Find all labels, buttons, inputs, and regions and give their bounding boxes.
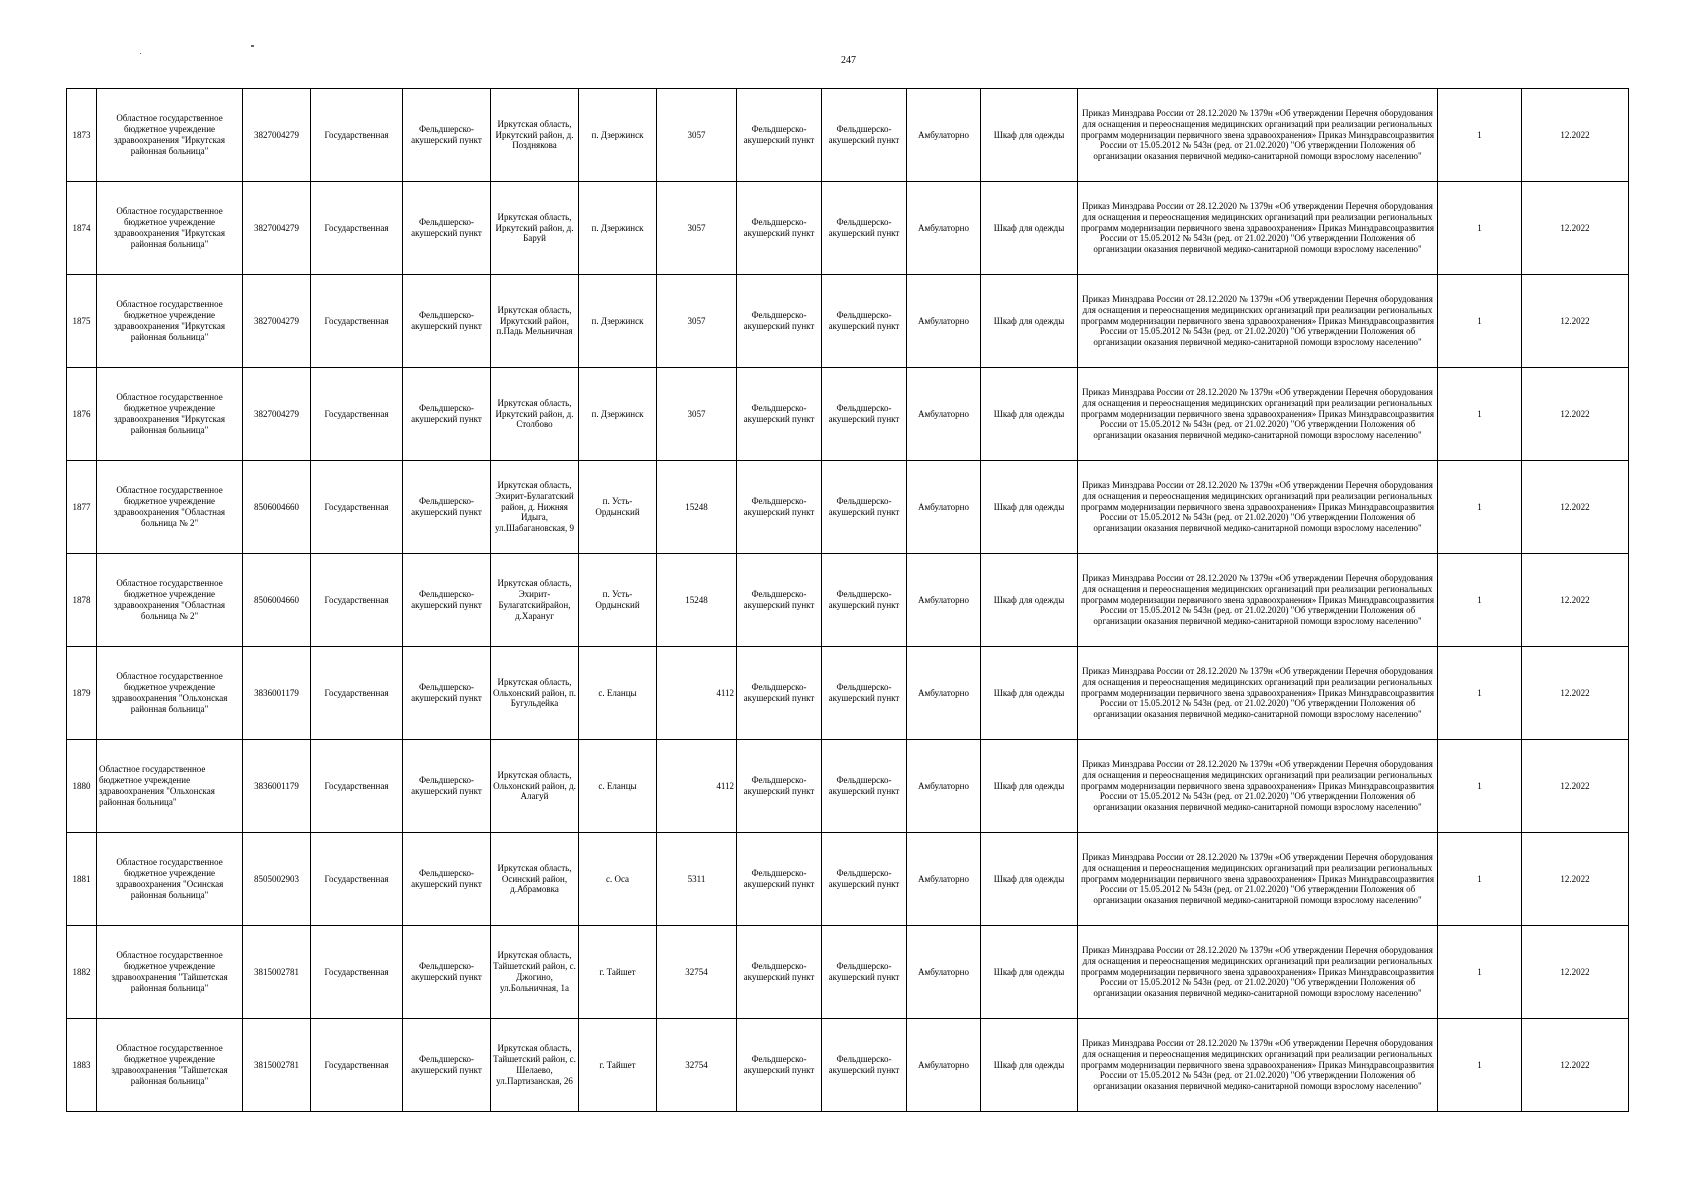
ownership-cell: Государственная <box>311 740 403 833</box>
equipment-cell: Шкаф для одежды <box>981 740 1078 833</box>
subunit-cell: Фельдшерско-акушерский пункт <box>822 554 907 647</box>
address-cell: Иркутская область, Эхирит-Булагатский район, д. Нижняя Идыга, ул.Шабагановская, 9 <box>491 461 579 554</box>
care-form-cell: Амбулаторно <box>907 740 981 833</box>
subunit-cell: Фельдшерско-акушерский пункт <box>822 833 907 926</box>
inn-cell: 3836001179 <box>243 740 311 833</box>
code-cell: 32754 <box>657 1019 737 1112</box>
row-number-cell: 1875 <box>67 275 97 368</box>
table-row <box>67 554 1629 647</box>
address-cell: Иркутская область, Ольхонский район, п. Бугульдейка <box>491 647 579 740</box>
locality-cell: п. Усть-Ордынский <box>579 461 657 554</box>
locality-cell: п. Дзержинск <box>579 182 657 275</box>
equipment-cell: Шкаф для одежды <box>981 89 1078 182</box>
equipment-cell: Шкаф для одежды <box>981 1019 1078 1112</box>
organization-cell: Областное государственное бюджетное учреждение здравоохранения "Тайшетская районная больница" <box>97 1019 243 1112</box>
quantity-cell: 1 <box>1438 89 1522 182</box>
facility-type-cell: Фельдшерско-акушерский пункт <box>403 926 491 1019</box>
subunit-cell: Фельдшерско-акушерский пункт <box>822 461 907 554</box>
inn-cell: 8506004660 <box>243 461 311 554</box>
address-cell: Иркутская область, Эхирит-Булагатскийрайон, д.Харануг <box>491 554 579 647</box>
subunit-cell: Фельдшерско-акушерский пункт <box>822 275 907 368</box>
date-cell: 12.2022 <box>1522 89 1629 182</box>
unit-cell: Фельдшерско-акушерский пункт <box>737 368 822 461</box>
date-cell: 12.2022 <box>1522 275 1629 368</box>
row-number-cell: 1874 <box>67 182 97 275</box>
facility-type-cell: Фельдшерско-акушерский пункт <box>403 833 491 926</box>
legal-basis-cell: Приказ Минздрава России от 28.12.2020 № 1379н «Об утверждении Перечня оборудования для оснащения и переоснащения медицинских организаций при реализации региональных программ модернизации первичного звена здравоохранения» Приказ Минздравсоцразвития России от 15.05.2012 № 543н (ред. от 21.02.2020) "Об утверждении Положения об организации оказания первичной медико-санитарной помощи взрослому населению" <box>1078 368 1438 461</box>
table-row <box>67 926 1629 1019</box>
organization-cell: Областное государственное бюджетное учреждение здравоохранения "Областная больница № 2" <box>97 554 243 647</box>
unit-cell: Фельдшерско-акушерский пункт <box>737 89 822 182</box>
table-row <box>67 833 1629 926</box>
equipment-cell: Шкаф для одежды <box>981 554 1078 647</box>
row-number-cell: 1877 <box>67 461 97 554</box>
table-row <box>67 647 1629 740</box>
care-form-cell: Амбулаторно <box>907 182 981 275</box>
scan-speck <box>140 53 141 54</box>
locality-cell: п. Дзержинск <box>579 368 657 461</box>
ownership-cell: Государственная <box>311 182 403 275</box>
legal-basis-cell: Приказ Минздрава России от 28.12.2020 № 1379н «Об утверждении Перечня оборудования для оснащения и переоснащения медицинских организаций при реализации региональных программ модернизации первичного звена здравоохранения» Приказ Минздравсоцразвития России от 15.05.2012 № 543н (ред. от 21.02.2020) "Об утверждении Положения об организации оказания первичной медико-санитарной помощи взрослому населению" <box>1078 182 1438 275</box>
subunit-cell: Фельдшерско-акушерский пункт <box>822 1019 907 1112</box>
locality-cell: с. Еланцы <box>579 647 657 740</box>
legal-basis-cell: Приказ Минздрава России от 28.12.2020 № 1379н «Об утверждении Перечня оборудования для оснащения и переоснащения медицинских организаций при реализации региональных программ модернизации первичного звена здравоохранения» Приказ Минздравсоцразвития России от 15.05.2012 № 543н (ред. от 21.02.2020) "Об утверждении Положения об организации оказания первичной медико-санитарной помощи взрослому населению" <box>1078 647 1438 740</box>
facility-type-cell: Фельдшерско-акушерский пункт <box>403 740 491 833</box>
quantity-cell: 1 <box>1438 275 1522 368</box>
code-cell: 32754 <box>657 926 737 1019</box>
locality-cell: г. Тайшет <box>579 926 657 1019</box>
organization-cell: Областное государственное бюджетное учреждение здравоохранения "Иркутская районная больница" <box>97 182 243 275</box>
inn-cell: 3815002781 <box>243 1019 311 1112</box>
row-number-cell: 1880 <box>67 740 97 833</box>
inn-cell: 3827004279 <box>243 275 311 368</box>
row-number-cell: 1878 <box>67 554 97 647</box>
care-form-cell: Амбулаторно <box>907 89 981 182</box>
unit-cell: Фельдшерско-акушерский пункт <box>737 647 822 740</box>
code-cell: 5311 <box>657 833 737 926</box>
inn-cell: 3815002781 <box>243 926 311 1019</box>
inn-cell: 3836001179 <box>243 647 311 740</box>
unit-cell: Фельдшерско-акушерский пункт <box>737 1019 822 1112</box>
ownership-cell: Государственная <box>311 647 403 740</box>
ownership-cell: Государственная <box>311 368 403 461</box>
unit-cell: Фельдшерско-акушерский пункт <box>737 554 822 647</box>
date-cell: 12.2022 <box>1522 554 1629 647</box>
locality-cell: п. Дзержинск <box>579 275 657 368</box>
ownership-cell: Государственная <box>311 275 403 368</box>
legal-basis-cell: Приказ Минздрава России от 28.12.2020 № 1379н «Об утверждении Перечня оборудования для оснащения и переоснащения медицинских организаций при реализации региональных программ модернизации первичного звена здравоохранения» Приказ Минздравсоцразвития России от 15.05.2012 № 543н (ред. от 21.02.2020) "Об утверждении Положения об организации оказания первичной медико-санитарной помощи взрослому населению" <box>1078 275 1438 368</box>
equipment-cell: Шкаф для одежды <box>981 926 1078 1019</box>
date-cell: 12.2022 <box>1522 833 1629 926</box>
inn-cell: 3827004279 <box>243 89 311 182</box>
page-number: 247 <box>841 55 856 66</box>
facility-type-cell: Фельдшерско-акушерский пункт <box>403 461 491 554</box>
table-row <box>67 275 1629 368</box>
subunit-cell: Фельдшерско-акушерский пункт <box>822 647 907 740</box>
facility-type-cell: Фельдшерско-акушерский пункт <box>403 368 491 461</box>
date-cell: 12.2022 <box>1522 740 1629 833</box>
quantity-cell: 1 <box>1438 368 1522 461</box>
unit-cell: Фельдшерско-акушерский пункт <box>737 461 822 554</box>
inn-cell: 3827004279 <box>243 368 311 461</box>
equipment-cell: Шкаф для одежды <box>981 275 1078 368</box>
organization-cell: Областное государственное бюджетное учреждение здравоохранения "Ольхонская районная больница" <box>97 740 243 833</box>
ownership-cell: Государственная <box>311 833 403 926</box>
equipment-cell: Шкаф для одежды <box>981 182 1078 275</box>
subunit-cell: Фельдшерско-акушерский пункт <box>822 926 907 1019</box>
care-form-cell: Амбулаторно <box>907 1019 981 1112</box>
quantity-cell: 1 <box>1438 554 1522 647</box>
address-cell: Иркутская область, Осинский район, д.Абрамовка <box>491 833 579 926</box>
facility-type-cell: Фельдшерско-акушерский пункт <box>403 275 491 368</box>
address-cell: Иркутская область, Иркутский район, д. Позднякова <box>491 89 579 182</box>
inn-cell: 8505002903 <box>243 833 311 926</box>
care-form-cell: Амбулаторно <box>907 275 981 368</box>
organization-cell: Областное государственное бюджетное учреждение здравоохранения "Ольхонская районная больница" <box>97 647 243 740</box>
unit-cell: Фельдшерско-акушерский пункт <box>737 740 822 833</box>
code-cell: 15248 <box>657 554 737 647</box>
code-cell: 4112 <box>657 647 737 740</box>
facility-type-cell: Фельдшерско-акушерский пункт <box>403 182 491 275</box>
equipment-cell: Шкаф для одежды <box>981 461 1078 554</box>
row-number-cell: 1873 <box>67 89 97 182</box>
legal-basis-cell: Приказ Минздрава России от 28.12.2020 № 1379н «Об утверждении Перечня оборудования для оснащения и переоснащения медицинских организаций при реализации региональных программ модернизации первичного звена здравоохранения» Приказ Минздравсоцразвития России от 15.05.2012 № 543н (ред. от 21.02.2020) "Об утверждении Положения об организации оказания первичной медико-санитарной помощи взрослому населению" <box>1078 1019 1438 1112</box>
address-cell: Иркутская область, Тайшетский район, с. Шелаево, ул.Партизанская, 26 <box>491 1019 579 1112</box>
code-cell: 3057 <box>657 275 737 368</box>
care-form-cell: Амбулаторно <box>907 647 981 740</box>
unit-cell: Фельдшерско-акушерский пункт <box>737 833 822 926</box>
address-cell: Иркутская область, Иркутский район, д. Столбово <box>491 368 579 461</box>
table-body <box>67 89 1629 1112</box>
organization-cell: Областное государственное бюджетное учреждение здравоохранения "Иркутская районная больница" <box>97 275 243 368</box>
quantity-cell: 1 <box>1438 740 1522 833</box>
code-cell: 4112 <box>657 740 737 833</box>
code-cell: 3057 <box>657 89 737 182</box>
unit-cell: Фельдшерско-акушерский пункт <box>737 182 822 275</box>
date-cell: 12.2022 <box>1522 461 1629 554</box>
care-form-cell: Амбулаторно <box>907 833 981 926</box>
care-form-cell: Амбулаторно <box>907 926 981 1019</box>
address-cell: Иркутская область, Ольхонский район, д. Алагуй <box>491 740 579 833</box>
quantity-cell: 1 <box>1438 182 1522 275</box>
address-cell: Иркутская область, Тайшетский район, с. Джогино, ул.Больничная, 1а <box>491 926 579 1019</box>
ownership-cell: Государственная <box>311 926 403 1019</box>
organization-cell: Областное государственное бюджетное учреждение здравоохранения "Тайшетская районная больница" <box>97 926 243 1019</box>
care-form-cell: Амбулаторно <box>907 461 981 554</box>
address-cell: Иркутская область, Иркутский район, д. Баруй <box>491 182 579 275</box>
subunit-cell: Фельдшерско-акушерский пункт <box>822 368 907 461</box>
legal-basis-cell: Приказ Минздрава России от 28.12.2020 № 1379н «Об утверждении Перечня оборудования для оснащения и переоснащения медицинских организаций при реализации региональных программ модернизации первичного звена здравоохранения» Приказ Минздравсоцразвития России от 15.05.2012 № 543н (ред. от 21.02.2020) "Об утверждении Положения об организации оказания первичной медико-санитарной помощи взрослому населению" <box>1078 89 1438 182</box>
table-row <box>67 740 1629 833</box>
row-number-cell: 1876 <box>67 368 97 461</box>
care-form-cell: Амбулаторно <box>907 368 981 461</box>
locality-cell: п. Дзержинск <box>579 89 657 182</box>
row-number-cell: 1881 <box>67 833 97 926</box>
organization-cell: Областное государственное бюджетное учреждение здравоохранения "Иркутская районная больница" <box>97 368 243 461</box>
table-row <box>67 182 1629 275</box>
legal-basis-cell: Приказ Минздрава России от 28.12.2020 № 1379н «Об утверждении Перечня оборудования для оснащения и переоснащения медицинских организаций при реализации региональных программ модернизации первичного звена здравоохранения» Приказ Минздравсоцразвития России от 15.05.2012 № 543н (ред. от 21.02.2020) "Об утверждении Положения об организации оказания первичной медико-санитарной помощи взрослому населению" <box>1078 461 1438 554</box>
quantity-cell: 1 <box>1438 926 1522 1019</box>
facility-type-cell: Фельдшерско-акушерский пункт <box>403 89 491 182</box>
date-cell: 12.2022 <box>1522 647 1629 740</box>
legal-basis-cell: Приказ Минздрава России от 28.12.2020 № 1379н «Об утверждении Перечня оборудования для оснащения и переоснащения медицинских организаций при реализации региональных программ модернизации первичного звена здравоохранения» Приказ Минздравсоцразвития России от 15.05.2012 № 543н (ред. от 21.02.2020) "Об утверждении Положения об организации оказания первичной медико-санитарной помощи взрослому населению" <box>1078 740 1438 833</box>
locality-cell: п. Усть-Ордынский <box>579 554 657 647</box>
code-cell: 15248 <box>657 461 737 554</box>
inn-cell: 8506004660 <box>243 554 311 647</box>
locality-cell: с. Еланцы <box>579 740 657 833</box>
legal-basis-cell: Приказ Минздрава России от 28.12.2020 № 1379н «Об утверждении Перечня оборудования для оснащения и переоснащения медицинских организаций при реализации региональных программ модернизации первичного звена здравоохранения» Приказ Минздравсоцразвития России от 15.05.2012 № 543н (ред. от 21.02.2020) "Об утверждении Положения об организации оказания первичной медико-санитарной помощи взрослому населению" <box>1078 926 1438 1019</box>
locality-cell: г. Тайшет <box>579 1019 657 1112</box>
date-cell: 12.2022 <box>1522 368 1629 461</box>
facility-type-cell: Фельдшерско-акушерский пункт <box>403 554 491 647</box>
date-cell: 12.2022 <box>1522 1019 1629 1112</box>
unit-cell: Фельдшерско-акушерский пункт <box>737 926 822 1019</box>
subunit-cell: Фельдшерско-акушерский пункт <box>822 740 907 833</box>
date-cell: 12.2022 <box>1522 926 1629 1019</box>
ownership-cell: Государственная <box>311 1019 403 1112</box>
organization-cell: Областное государственное бюджетное учреждение здравоохранения "Иркутская районная больница" <box>97 89 243 182</box>
inn-cell: 3827004279 <box>243 182 311 275</box>
facility-type-cell: Фельдшерско-акушерский пункт <box>403 1019 491 1112</box>
quantity-cell: 1 <box>1438 461 1522 554</box>
table-row <box>67 1019 1629 1112</box>
equipment-cell: Шкаф для одежды <box>981 833 1078 926</box>
row-number-cell: 1883 <box>67 1019 97 1112</box>
ownership-cell: Государственная <box>311 554 403 647</box>
quantity-cell: 1 <box>1438 1019 1522 1112</box>
table-row <box>67 89 1629 182</box>
organization-cell: Областное государственное бюджетное учреждение здравоохранения "Областная больница № 2" <box>97 461 243 554</box>
ownership-cell: Государственная <box>311 461 403 554</box>
scan-speck <box>251 45 254 47</box>
locality-cell: с. Оса <box>579 833 657 926</box>
equipment-cell: Шкаф для одежды <box>981 368 1078 461</box>
subunit-cell: Фельдшерско-акушерский пункт <box>822 182 907 275</box>
equipment-cell: Шкаф для одежды <box>981 647 1078 740</box>
quantity-cell: 1 <box>1438 647 1522 740</box>
organization-cell: Областное государственное бюджетное учреждение здравоохранения "Осинская районная больница" <box>97 833 243 926</box>
row-number-cell: 1879 <box>67 647 97 740</box>
code-cell: 3057 <box>657 182 737 275</box>
legal-basis-cell: Приказ Минздрава России от 28.12.2020 № 1379н «Об утверждении Перечня оборудования для оснащения и переоснащения медицинских организаций при реализации региональных программ модернизации первичного звена здравоохранения» Приказ Минздравсоцразвития России от 15.05.2012 № 543н (ред. от 21.02.2020) "Об утверждении Положения об организации оказания первичной медико-санитарной помощи взрослому населению" <box>1078 833 1438 926</box>
quantity-cell: 1 <box>1438 833 1522 926</box>
equipment-registry-table <box>66 88 1629 1112</box>
legal-basis-cell: Приказ Минздрава России от 28.12.2020 № 1379н «Об утверждении Перечня оборудования для оснащения и переоснащения медицинских организаций при реализации региональных программ модернизации первичного звена здравоохранения» Приказ Минздравсоцразвития России от 15.05.2012 № 543н (ред. от 21.02.2020) "Об утверждении Положения об организации оказания первичной медико-санитарной помощи взрослому населению" <box>1078 554 1438 647</box>
ownership-cell: Государственная <box>311 89 403 182</box>
subunit-cell: Фельдшерско-акушерский пункт <box>822 89 907 182</box>
code-cell: 3057 <box>657 368 737 461</box>
date-cell: 12.2022 <box>1522 182 1629 275</box>
care-form-cell: Амбулаторно <box>907 554 981 647</box>
unit-cell: Фельдшерско-акушерский пункт <box>737 275 822 368</box>
table-row <box>67 461 1629 554</box>
facility-type-cell: Фельдшерско-акушерский пункт <box>403 647 491 740</box>
table-row <box>67 368 1629 461</box>
row-number-cell: 1882 <box>67 926 97 1019</box>
address-cell: Иркутская область, Иркутский район, п.Падь Мельничная <box>491 275 579 368</box>
